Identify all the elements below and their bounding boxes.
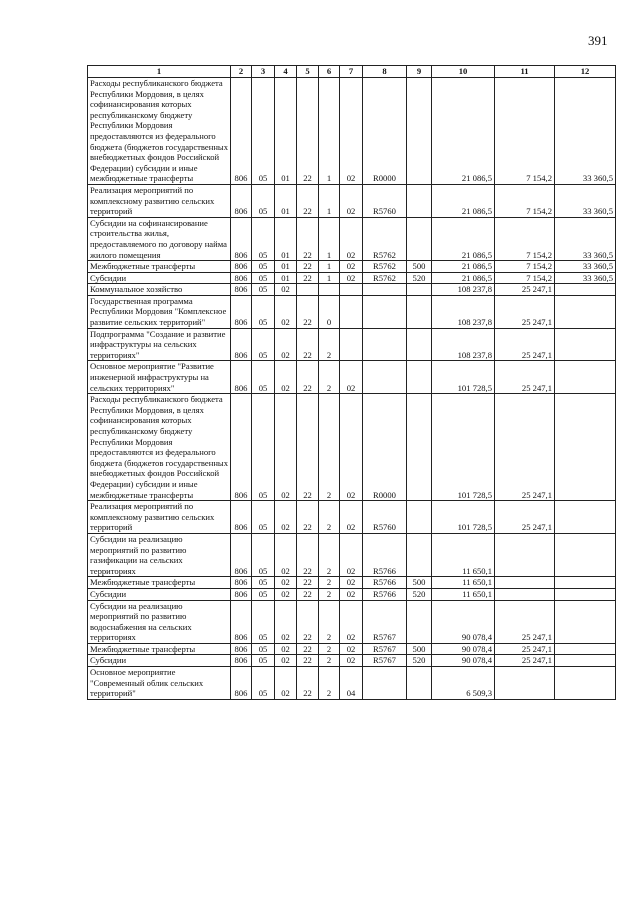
cell-col-2: 806 bbox=[231, 577, 252, 589]
cell-col-2: 806 bbox=[231, 328, 252, 361]
cell-col-4: 02 bbox=[275, 295, 297, 328]
table-row bbox=[88, 394, 616, 501]
cell-col-5: 22 bbox=[297, 600, 319, 643]
table-row bbox=[88, 284, 616, 296]
cell-col-7 bbox=[340, 328, 363, 361]
cell-col-5: 22 bbox=[297, 643, 319, 655]
cell-col-11 bbox=[495, 577, 555, 589]
cell-col-5: 22 bbox=[297, 655, 319, 667]
table-row bbox=[88, 295, 616, 328]
cell-col-12 bbox=[555, 394, 616, 501]
cell-col-2: 806 bbox=[231, 78, 252, 185]
cell-col-12 bbox=[555, 655, 616, 667]
table-row bbox=[88, 600, 616, 643]
table-row bbox=[88, 643, 616, 655]
cell-col-12 bbox=[555, 667, 616, 700]
cell-col-2: 806 bbox=[231, 272, 252, 284]
cell-col-6: 2 bbox=[319, 501, 340, 534]
cell-col-3: 05 bbox=[252, 394, 275, 501]
cell-row-name: Реализация мероприятий по комплексному развитию сельских территорий bbox=[88, 184, 231, 217]
cell-col-11: 25 247,1 bbox=[495, 600, 555, 643]
cell-row-name: Подпрограмма "Создание и развитие инфраструктуры на сельских территориях" bbox=[88, 328, 231, 361]
cell-col-3: 05 bbox=[252, 328, 275, 361]
cell-col-9 bbox=[407, 667, 432, 700]
cell-col-10: 11 650,1 bbox=[432, 588, 495, 600]
cell-col-8: R5762 bbox=[363, 217, 407, 260]
cell-col-5: 22 bbox=[297, 295, 319, 328]
cell-col-3: 05 bbox=[252, 667, 275, 700]
cell-row-name: Субсидии bbox=[88, 655, 231, 667]
cell-col-8: R5766 bbox=[363, 588, 407, 600]
cell-col-3: 05 bbox=[252, 600, 275, 643]
cell-col-6: 2 bbox=[319, 588, 340, 600]
table-row bbox=[88, 667, 616, 700]
cell-col-12 bbox=[555, 295, 616, 328]
cell-col-4: 01 bbox=[275, 261, 297, 273]
cell-col-7: 02 bbox=[340, 217, 363, 260]
cell-col-6: 1 bbox=[319, 217, 340, 260]
cell-col-2: 806 bbox=[231, 643, 252, 655]
column-header: 10 bbox=[432, 66, 495, 78]
cell-col-5: 22 bbox=[297, 261, 319, 273]
cell-col-2: 806 bbox=[231, 184, 252, 217]
cell-col-7: 02 bbox=[340, 501, 363, 534]
cell-col-6: 2 bbox=[319, 655, 340, 667]
cell-col-3: 05 bbox=[252, 643, 275, 655]
column-header: 1 bbox=[88, 66, 231, 78]
cell-col-7: 02 bbox=[340, 643, 363, 655]
cell-col-7 bbox=[340, 295, 363, 328]
cell-col-7: 02 bbox=[340, 184, 363, 217]
cell-col-11 bbox=[495, 533, 555, 576]
cell-col-7: 02 bbox=[340, 655, 363, 667]
cell-col-3: 05 bbox=[252, 577, 275, 589]
cell-col-10: 21 086,5 bbox=[432, 78, 495, 185]
cell-col-11: 7 154,2 bbox=[495, 184, 555, 217]
table-row bbox=[88, 577, 616, 589]
column-header: 9 bbox=[407, 66, 432, 78]
cell-col-8: R5760 bbox=[363, 501, 407, 534]
cell-col-3: 05 bbox=[252, 588, 275, 600]
cell-col-9 bbox=[407, 501, 432, 534]
cell-col-12 bbox=[555, 533, 616, 576]
cell-col-5: 22 bbox=[297, 533, 319, 576]
cell-col-7: 02 bbox=[340, 272, 363, 284]
cell-col-5: 22 bbox=[297, 78, 319, 185]
cell-col-10: 21 086,5 bbox=[432, 217, 495, 260]
cell-col-4: 02 bbox=[275, 501, 297, 534]
cell-row-name: Субсидии bbox=[88, 588, 231, 600]
cell-col-9 bbox=[407, 295, 432, 328]
column-header: 3 bbox=[252, 66, 275, 78]
column-header: 12 bbox=[555, 66, 616, 78]
cell-col-8: R5766 bbox=[363, 577, 407, 589]
cell-col-10: 21 086,5 bbox=[432, 272, 495, 284]
cell-col-6: 2 bbox=[319, 328, 340, 361]
cell-col-9: 520 bbox=[407, 655, 432, 667]
cell-col-8: R5762 bbox=[363, 272, 407, 284]
cell-col-9: 520 bbox=[407, 272, 432, 284]
column-header: 5 bbox=[297, 66, 319, 78]
cell-col-12 bbox=[555, 588, 616, 600]
table-row bbox=[88, 361, 616, 394]
cell-col-5: 22 bbox=[297, 272, 319, 284]
cell-col-12: 33 360,5 bbox=[555, 217, 616, 260]
cell-col-4: 01 bbox=[275, 217, 297, 260]
cell-col-9 bbox=[407, 600, 432, 643]
cell-col-3: 05 bbox=[252, 78, 275, 185]
cell-col-5: 22 bbox=[297, 361, 319, 394]
cell-col-4: 02 bbox=[275, 394, 297, 501]
cell-col-11: 7 154,2 bbox=[495, 261, 555, 273]
cell-col-11 bbox=[495, 667, 555, 700]
cell-col-3: 05 bbox=[252, 261, 275, 273]
column-header: 8 bbox=[363, 66, 407, 78]
cell-col-6: 1 bbox=[319, 184, 340, 217]
cell-col-9 bbox=[407, 394, 432, 501]
cell-col-6: 2 bbox=[319, 600, 340, 643]
cell-col-7: 02 bbox=[340, 78, 363, 185]
table-header-row bbox=[88, 66, 616, 78]
cell-col-11: 7 154,2 bbox=[495, 78, 555, 185]
cell-col-2: 806 bbox=[231, 295, 252, 328]
cell-col-7: 02 bbox=[340, 577, 363, 589]
cell-col-12 bbox=[555, 643, 616, 655]
cell-col-10: 90 078,4 bbox=[432, 643, 495, 655]
cell-col-4: 02 bbox=[275, 667, 297, 700]
cell-col-4: 02 bbox=[275, 533, 297, 576]
cell-col-3: 05 bbox=[252, 655, 275, 667]
cell-row-name: Субсидии bbox=[88, 272, 231, 284]
cell-col-12: 33 360,5 bbox=[555, 261, 616, 273]
cell-col-2: 806 bbox=[231, 501, 252, 534]
column-header: 2 bbox=[231, 66, 252, 78]
cell-col-6: 1 bbox=[319, 272, 340, 284]
cell-col-10: 90 078,4 bbox=[432, 600, 495, 643]
cell-col-8: R5767 bbox=[363, 600, 407, 643]
table-row bbox=[88, 533, 616, 576]
cell-col-10: 108 237,8 bbox=[432, 284, 495, 296]
cell-col-6: 2 bbox=[319, 361, 340, 394]
cell-col-4: 02 bbox=[275, 577, 297, 589]
cell-col-4: 02 bbox=[275, 655, 297, 667]
cell-col-11: 25 247,1 bbox=[495, 361, 555, 394]
cell-col-8: R5762 bbox=[363, 261, 407, 273]
cell-col-4: 02 bbox=[275, 600, 297, 643]
cell-col-10: 21 086,5 bbox=[432, 261, 495, 273]
cell-col-3: 05 bbox=[252, 295, 275, 328]
cell-col-11 bbox=[495, 588, 555, 600]
cell-col-10: 101 728,5 bbox=[432, 394, 495, 501]
cell-col-2: 806 bbox=[231, 655, 252, 667]
cell-col-4: 01 bbox=[275, 272, 297, 284]
cell-col-8: R5766 bbox=[363, 533, 407, 576]
cell-col-12 bbox=[555, 577, 616, 589]
cell-col-8 bbox=[363, 361, 407, 394]
cell-col-12: 33 360,5 bbox=[555, 272, 616, 284]
table-row bbox=[88, 501, 616, 534]
cell-col-6: 2 bbox=[319, 667, 340, 700]
cell-col-4: 02 bbox=[275, 588, 297, 600]
cell-col-9: 520 bbox=[407, 588, 432, 600]
table-row bbox=[88, 184, 616, 217]
cell-col-7: 02 bbox=[340, 588, 363, 600]
cell-col-7: 04 bbox=[340, 667, 363, 700]
cell-col-9 bbox=[407, 328, 432, 361]
column-header: 6 bbox=[319, 66, 340, 78]
cell-col-9: 500 bbox=[407, 261, 432, 273]
cell-col-11: 25 247,1 bbox=[495, 328, 555, 361]
cell-col-2: 806 bbox=[231, 284, 252, 296]
cell-col-6: 0 bbox=[319, 295, 340, 328]
cell-col-10: 90 078,4 bbox=[432, 655, 495, 667]
cell-col-9 bbox=[407, 217, 432, 260]
cell-row-name: Коммунальное хозяйство bbox=[88, 284, 231, 296]
cell-col-11: 25 247,1 bbox=[495, 501, 555, 534]
cell-row-name: Субсидии на реализацию мероприятий по развитию газификации на сельских территориях bbox=[88, 533, 231, 576]
cell-col-12 bbox=[555, 361, 616, 394]
cell-col-10: 108 237,8 bbox=[432, 295, 495, 328]
cell-col-7: 02 bbox=[340, 533, 363, 576]
cell-col-12: 33 360,5 bbox=[555, 78, 616, 185]
cell-col-9: 500 bbox=[407, 577, 432, 589]
cell-col-5: 22 bbox=[297, 588, 319, 600]
table-row bbox=[88, 217, 616, 260]
cell-col-7: 02 bbox=[340, 361, 363, 394]
cell-col-5: 22 bbox=[297, 501, 319, 534]
cell-col-3: 05 bbox=[252, 272, 275, 284]
cell-col-2: 806 bbox=[231, 261, 252, 273]
budget-table bbox=[87, 65, 616, 700]
cell-col-10: 101 728,5 bbox=[432, 361, 495, 394]
cell-col-6: 1 bbox=[319, 78, 340, 185]
column-header: 4 bbox=[275, 66, 297, 78]
cell-col-6: 2 bbox=[319, 394, 340, 501]
cell-col-5: 22 bbox=[297, 328, 319, 361]
cell-col-2: 806 bbox=[231, 361, 252, 394]
cell-col-9 bbox=[407, 184, 432, 217]
cell-col-9 bbox=[407, 78, 432, 185]
cell-col-5: 22 bbox=[297, 184, 319, 217]
cell-col-3: 05 bbox=[252, 533, 275, 576]
cell-col-9 bbox=[407, 533, 432, 576]
cell-col-6: 1 bbox=[319, 261, 340, 273]
table-row bbox=[88, 655, 616, 667]
cell-col-11: 25 247,1 bbox=[495, 394, 555, 501]
cell-col-10: 101 728,5 bbox=[432, 501, 495, 534]
cell-col-10: 11 650,1 bbox=[432, 533, 495, 576]
cell-col-9: 500 bbox=[407, 643, 432, 655]
cell-col-5: 22 bbox=[297, 394, 319, 501]
column-header: 7 bbox=[340, 66, 363, 78]
cell-col-2: 806 bbox=[231, 394, 252, 501]
cell-row-name: Межбюджетные трансферты bbox=[88, 261, 231, 273]
budget-table-body bbox=[88, 66, 616, 700]
cell-col-9 bbox=[407, 361, 432, 394]
table-row bbox=[88, 328, 616, 361]
cell-col-11: 25 247,1 bbox=[495, 643, 555, 655]
cell-row-name: Расходы республиканского бюджета Республики Мордовия, в целях софинансирования которых республиканскому бюджету Республики Мордовия предоставляются из федерального бюджета (бюджетов государственных внебюджетных фондов Российской Федерации) субсидии и иные межбюджетные трансферты bbox=[88, 394, 231, 501]
cell-col-10: 21 086,5 bbox=[432, 184, 495, 217]
cell-col-12 bbox=[555, 600, 616, 643]
cell-col-2: 806 bbox=[231, 600, 252, 643]
cell-row-name: Межбюджетные трансферты bbox=[88, 643, 231, 655]
cell-col-8: R0000 bbox=[363, 78, 407, 185]
cell-col-6: 2 bbox=[319, 577, 340, 589]
column-header: 11 bbox=[495, 66, 555, 78]
cell-col-12: 33 360,5 bbox=[555, 184, 616, 217]
cell-col-8 bbox=[363, 667, 407, 700]
cell-col-11: 7 154,2 bbox=[495, 217, 555, 260]
table-row bbox=[88, 78, 616, 185]
cell-col-4: 01 bbox=[275, 184, 297, 217]
cell-col-2: 806 bbox=[231, 667, 252, 700]
cell-col-8: R5767 bbox=[363, 643, 407, 655]
cell-col-10: 11 650,1 bbox=[432, 577, 495, 589]
cell-col-6 bbox=[319, 284, 340, 296]
cell-row-name: Государственная программа Республики Мордовия "Комплексное развитие сельских территорий" bbox=[88, 295, 231, 328]
cell-col-3: 05 bbox=[252, 184, 275, 217]
cell-col-4: 01 bbox=[275, 78, 297, 185]
cell-col-7 bbox=[340, 284, 363, 296]
cell-col-3: 05 bbox=[252, 361, 275, 394]
cell-col-2: 806 bbox=[231, 533, 252, 576]
cell-col-2: 806 bbox=[231, 217, 252, 260]
table-row bbox=[88, 272, 616, 284]
cell-col-5: 22 bbox=[297, 217, 319, 260]
cell-col-8 bbox=[363, 295, 407, 328]
cell-col-8: R0000 bbox=[363, 394, 407, 501]
cell-col-5: 22 bbox=[297, 577, 319, 589]
cell-col-3: 05 bbox=[252, 501, 275, 534]
cell-col-7: 02 bbox=[340, 394, 363, 501]
cell-col-11: 7 154,2 bbox=[495, 272, 555, 284]
table-row bbox=[88, 261, 616, 273]
cell-row-name: Реализация мероприятий по комплексному развитию сельских территорий bbox=[88, 501, 231, 534]
cell-col-12 bbox=[555, 501, 616, 534]
cell-col-4: 02 bbox=[275, 284, 297, 296]
table-row bbox=[88, 588, 616, 600]
cell-col-6: 2 bbox=[319, 533, 340, 576]
cell-col-5 bbox=[297, 284, 319, 296]
cell-row-name: Основное мероприятие "Современный облик сельских территорий" bbox=[88, 667, 231, 700]
cell-col-10: 6 509,3 bbox=[432, 667, 495, 700]
cell-col-10: 108 237,8 bbox=[432, 328, 495, 361]
cell-col-12 bbox=[555, 328, 616, 361]
cell-col-9 bbox=[407, 284, 432, 296]
cell-row-name: Субсидии на реализацию мероприятий по развитию водоснабжения на сельских территориях bbox=[88, 600, 231, 643]
page-number: 391 bbox=[588, 33, 608, 48]
cell-col-11: 25 247,1 bbox=[495, 655, 555, 667]
cell-row-name: Субсидии на софинансирование строительства жилья, предоставляемого по договору найма жилого помещения bbox=[88, 217, 231, 260]
cell-col-6: 2 bbox=[319, 643, 340, 655]
cell-col-8: R5760 bbox=[363, 184, 407, 217]
cell-row-name: Межбюджетные трансферты bbox=[88, 577, 231, 589]
cell-col-11: 25 247,1 bbox=[495, 295, 555, 328]
cell-col-4: 02 bbox=[275, 361, 297, 394]
cell-col-4: 02 bbox=[275, 643, 297, 655]
cell-col-12 bbox=[555, 284, 616, 296]
cell-col-3: 05 bbox=[252, 217, 275, 260]
cell-col-7: 02 bbox=[340, 261, 363, 273]
cell-col-8 bbox=[363, 328, 407, 361]
cell-col-7: 02 bbox=[340, 600, 363, 643]
cell-col-5: 22 bbox=[297, 667, 319, 700]
cell-col-2: 806 bbox=[231, 588, 252, 600]
cell-col-8 bbox=[363, 284, 407, 296]
cell-col-4: 02 bbox=[275, 328, 297, 361]
cell-col-11: 25 247,1 bbox=[495, 284, 555, 296]
cell-row-name: Расходы республиканского бюджета Республики Мордовия, в целях софинансирования которых республиканскому бюджету Республики Мордовия предоставляются из федерального бюджета (бюджетов государственных внебюджетных фондов Российской Федерации) субсидии и иные межбюджетные трансферты bbox=[88, 78, 231, 185]
cell-col-8: R5767 bbox=[363, 655, 407, 667]
cell-row-name: Основное мероприятие "Развитие инженерной инфраструктуры на сельских территориях" bbox=[88, 361, 231, 394]
cell-col-3: 05 bbox=[252, 284, 275, 296]
